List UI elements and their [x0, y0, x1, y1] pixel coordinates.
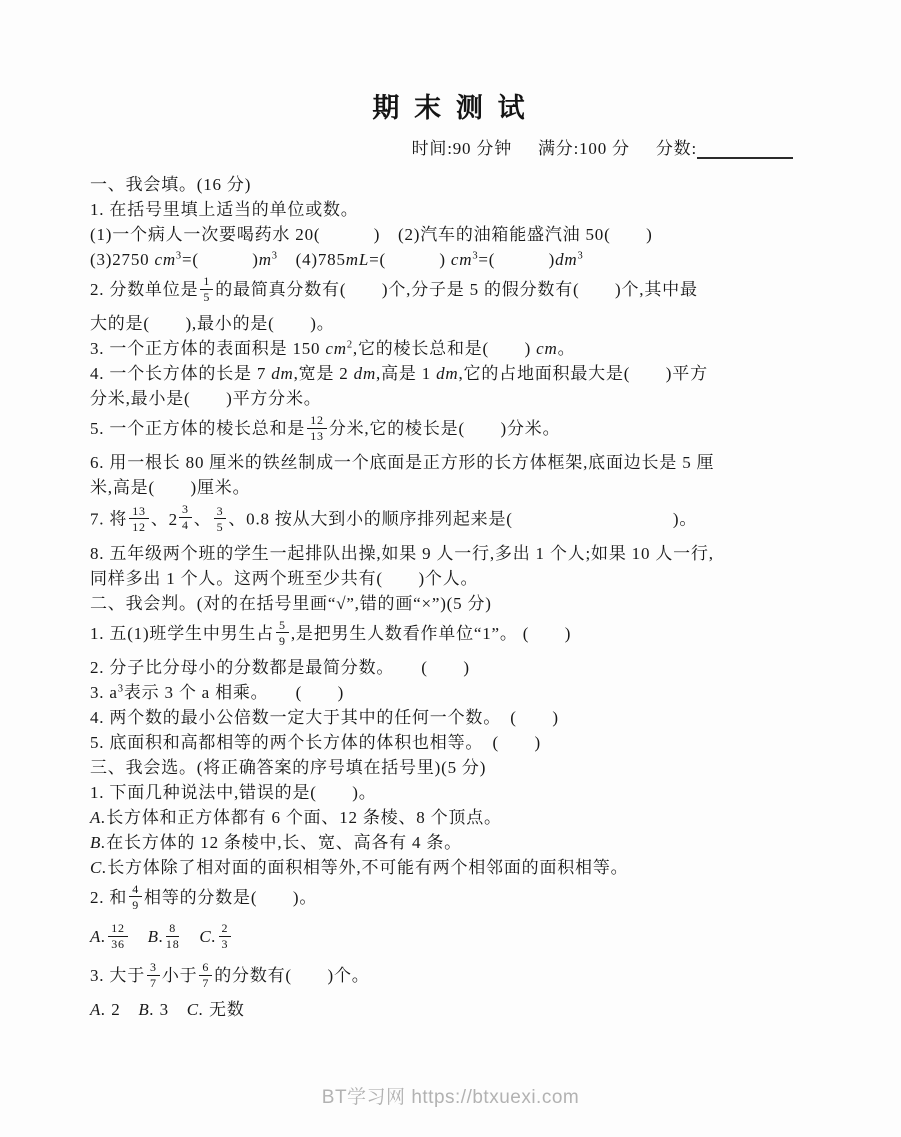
fraction-numerator: 5: [276, 619, 289, 634]
fraction-denominator: 7: [202, 976, 210, 991]
text-run: 2: [106, 1000, 139, 1020]
fraction: [179, 503, 192, 531]
power-base: cm: [325, 339, 347, 359]
mixed-number: [168, 502, 194, 533]
fraction: [129, 505, 149, 533]
power-expression: [154, 250, 182, 269]
sec3-q2-options: [90, 919, 811, 958]
sec3-q1: [90, 780, 811, 805]
text-run: 、: [150, 509, 169, 529]
footer-watermark: BT学习网 https://btxuexi.com: [321, 1087, 580, 1108]
text-run: 小于: [161, 966, 198, 986]
text-run: 二、我会判。(对的在括号里画“√”,错的画“×”)(5 分): [90, 593, 492, 613]
sec1-q4-line2: [90, 386, 811, 411]
fraction-numerator: 4: [129, 883, 142, 898]
unit-text: dm: [436, 364, 459, 384]
sec2-q1: [90, 616, 811, 655]
fraction: [307, 414, 327, 442]
power-exponent: 3: [472, 250, 479, 262]
sec1-q4-line1: [90, 361, 811, 386]
text-run: 3: [154, 1000, 187, 1020]
sec1-q1: [90, 197, 811, 222]
fraction-numerator: 3: [179, 503, 192, 518]
sec1-q2-line2: [90, 311, 811, 336]
text-run: ,它的占地面积最大是( )平方: [458, 364, 708, 384]
text-run: [182, 927, 200, 946]
text-run: 的分数有( )个。: [214, 966, 370, 986]
sec2-q2: [90, 655, 811, 680]
power-base: cm: [154, 250, 176, 269]
score-blank-line: [697, 140, 793, 159]
unit-text: A.: [90, 1000, 107, 1020]
fraction-denominator: 9: [279, 633, 286, 648]
text-run: 一、我会填。(16 分): [90, 175, 252, 194]
fraction-denominator: 9: [132, 897, 140, 912]
page-title: 期 末 测 试: [372, 93, 529, 123]
text-run: 3. 一个正方体的表面积是 150: [90, 339, 326, 359]
unit-text: C.: [90, 857, 108, 877]
text-run: [130, 927, 148, 946]
fraction-numerator: 2: [219, 922, 232, 937]
text-run: 相等的分数是( )。: [144, 887, 318, 907]
text-run: 4. 两个数的最小公倍数一定大于其中的任何一个数。 ( ): [90, 707, 559, 727]
text-run: =( ): [369, 250, 451, 269]
sec1-q6-line2: [90, 475, 811, 500]
text-run: 。: [557, 339, 576, 359]
text-run: 在长方体的 12 条棱中,长、宽、高各有 4 条。: [106, 832, 462, 852]
fraction-numerator: 6: [199, 961, 212, 976]
unit-text: B.: [90, 832, 107, 852]
text-run: =( ): [181, 250, 259, 269]
text-run: 、0.8 按从大到小的顺序排列起来是( )。: [228, 509, 698, 529]
fraction-numerator: 12: [108, 922, 128, 937]
text-run: 大的是( ),最小的是( )。: [90, 314, 335, 334]
text-run: ,高是 1: [376, 364, 437, 384]
unit-text: mL: [345, 250, 370, 269]
fraction-denominator: 18: [165, 937, 180, 952]
power-base: cm: [450, 250, 473, 269]
sec2-q3: [90, 680, 811, 705]
text-run: 长方体除了相对面的面积相等外,不可能有两个相邻面的面积相等。: [107, 857, 629, 877]
power-exponent: 3: [271, 250, 278, 262]
text-run: 长方体和正方体都有 6 个面、12 条棱、8 个顶点。: [106, 807, 502, 827]
power-expression: [555, 250, 583, 269]
sec1-q3: [90, 336, 811, 361]
fraction: [219, 922, 232, 950]
text-run: 表示 3 个 a 相乘。 ( ): [123, 682, 345, 702]
fraction-denominator: 7: [150, 976, 157, 991]
power-expression: [109, 683, 123, 702]
text-run: 米,高是( )厘米。: [90, 478, 251, 498]
fraction: [166, 922, 180, 950]
text-run: (3)2750: [90, 250, 155, 269]
fraction: [214, 505, 227, 533]
text-run: 6. 用一根长 80 厘米的铁丝制成一个底面是正方形的长方体框架,底面边长是 5 厘: [90, 453, 715, 473]
text-run: 3. 大于: [90, 966, 145, 986]
fraction: [199, 961, 212, 989]
fraction: [200, 275, 213, 303]
text-run: 无数: [203, 1000, 245, 1020]
text-run: 4. 一个长方体的长是 7: [90, 364, 272, 384]
fraction-denominator: 12: [132, 519, 146, 534]
exam-time: 时间:90 分钟: [411, 139, 512, 158]
power-base: a: [109, 682, 118, 702]
exam-meta: [90, 134, 811, 159]
sec1-header: [90, 172, 811, 197]
fraction-numerator: 1: [200, 275, 213, 290]
fraction-denominator: 4: [181, 518, 189, 533]
fraction-numerator: 3: [214, 505, 227, 520]
power-exponent: 3: [117, 683, 124, 695]
text-run: 2. 和: [90, 887, 128, 907]
unit-text: B.: [147, 926, 164, 946]
text-run: ,宽是 2: [293, 364, 354, 384]
exam-full-score: 满分:100 分: [538, 139, 630, 158]
text-run: 1. 五(1)班学生中男生占: [90, 623, 275, 643]
power-exponent: 3: [577, 250, 584, 262]
power-expression: [451, 250, 479, 269]
sec1-q6-line1: [90, 450, 811, 475]
fraction-numerator: 12: [307, 414, 327, 429]
sec2-q4: [90, 705, 811, 730]
sec1-q5: [90, 411, 811, 450]
text-run: 1. 下面几种说法中,错误的是( )。: [90, 782, 377, 802]
sec3-q1-option-b: [90, 830, 811, 855]
text-run: 同样多出 1 个人。这两个班至少共有( )个人。: [90, 568, 479, 588]
text-run: (1)一个病人一次要喝药水 20( ) (2)汽车的油箱能盛汽油 50( ): [90, 225, 653, 244]
power-exponent: 3: [175, 250, 182, 262]
power-base: dm: [555, 250, 578, 269]
power-exponent: 2: [346, 339, 353, 351]
fraction: [276, 619, 289, 647]
fraction-denominator: 13: [310, 429, 324, 444]
text-run: 7. 将: [90, 509, 128, 529]
fraction-numerator: 3: [147, 961, 160, 976]
sec3-q1-option-a: [90, 805, 811, 830]
sec1-q8-line1: [90, 541, 811, 566]
text-run: 分米,最小是( )平方分米。: [90, 389, 322, 409]
fraction: [129, 883, 142, 911]
text-run: 5. 一个正方体的棱长总和是: [90, 419, 306, 439]
unit-text: A.: [90, 807, 107, 827]
unit-text: dm: [353, 364, 377, 384]
unit-text: B.: [138, 1000, 155, 1020]
sec1-q1-items-1-2: [90, 222, 811, 247]
fraction-denominator: 3: [221, 937, 229, 952]
sec3-q3: [90, 958, 811, 997]
fraction-denominator: 5: [203, 290, 211, 305]
text-run: 3.: [90, 682, 110, 702]
text-run: 5. 底面积和高都相等的两个长方体的体积也相等。 ( ): [90, 732, 542, 752]
unit-text: dm: [271, 364, 294, 384]
fraction: [147, 961, 160, 989]
sec3-q2: [90, 880, 811, 919]
text-run: ,是把男生人数看作单位“1”。 ( ): [290, 623, 572, 643]
fraction: [108, 922, 128, 950]
unit-text: C.: [186, 1000, 204, 1020]
sec1-q2-line1: [90, 272, 811, 311]
text-run: 2. 分数单位是: [90, 280, 199, 299]
text-run: =( ): [478, 250, 556, 269]
sec1-q8-line2: [90, 566, 811, 591]
sec2-q5: [90, 730, 811, 755]
sec3-q1-option-c: [90, 855, 811, 880]
text-run: ,它的棱长总和是( ): [352, 339, 537, 359]
fraction-denominator: 5: [216, 519, 224, 534]
text-run: (4)785: [277, 250, 346, 269]
document-body: [90, 172, 811, 1022]
fraction-numerator: 8: [166, 922, 179, 937]
exam-score-label: 分数:: [655, 139, 697, 158]
sec3-header: [90, 755, 811, 780]
unit-text: cm: [536, 339, 558, 359]
power-base: m: [258, 250, 272, 269]
text-run: 、: [193, 509, 212, 529]
text-run: 1. 在括号里填上适当的单位或数。: [90, 200, 359, 219]
power-expression: [259, 250, 278, 269]
power-expression: [325, 339, 353, 358]
text-run: 分米,它的棱长是( )分米。: [328, 419, 561, 439]
mixed-number-whole: 2: [168, 509, 178, 529]
exam-score: [656, 134, 793, 159]
unit-text: A.: [90, 926, 107, 946]
sec1-q7: [90, 500, 811, 541]
fraction-numerator: 13: [129, 505, 149, 520]
text-run: 8. 五年级两个班的学生一起排队出操,如果 9 人一行,多出 1 个人;如果 10 人一行,: [90, 543, 714, 563]
text-run: 2. 分子比分母小的分数都是最简分数。 ( ): [90, 657, 470, 677]
sec1-q1-items-3-4: [90, 247, 811, 272]
fraction-denominator: 36: [111, 937, 125, 952]
unit-text: C.: [199, 926, 217, 946]
sec3-q3-options: [90, 997, 811, 1022]
text-run: 三、我会选。(将正确答案的序号填在括号里)(5 分): [90, 757, 487, 777]
sec2-header: [90, 591, 811, 616]
text-run: 的最简真分数有( )个,分子是 5 的假分数有( )个,其中最: [215, 280, 698, 299]
